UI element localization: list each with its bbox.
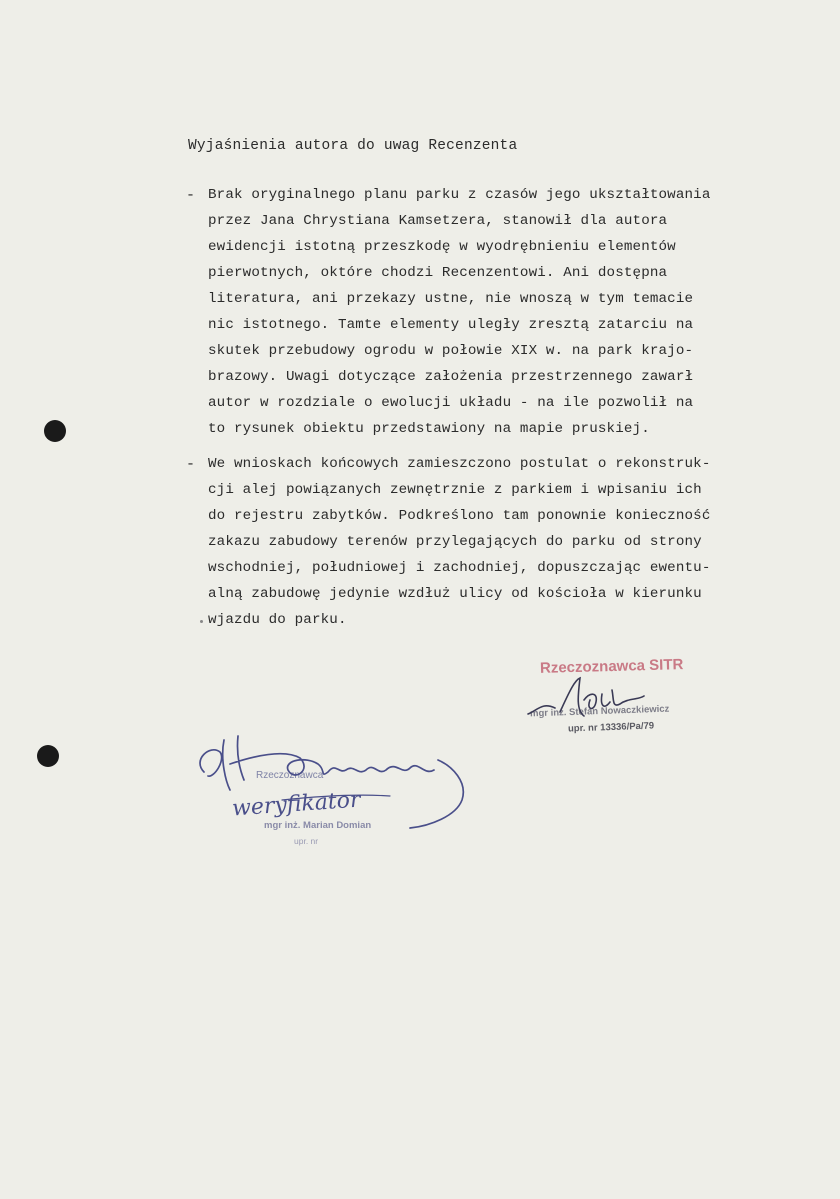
paragraph-1	[186, 187, 806, 447]
paragraph-line: literatura, ani przekazy ustne, nie wnoszą w tym temacie	[208, 291, 694, 307]
paragraph-line: nic istotnego. Tamte elementy uległy zresztą zatarciu na	[208, 317, 694, 333]
document-title: Wyjaśnienia autora do uwag Recenzenta	[188, 138, 518, 154]
ink-speck	[200, 620, 203, 623]
signature-right	[520, 650, 740, 750]
bullet-dash: -	[186, 456, 196, 473]
paragraph-line: wschodniej, południowej i zachodniej, dopuszczając ewentu-	[208, 560, 711, 576]
paragraph-line: zakazu zabudowy terenów przylegających do parku od strony	[208, 534, 702, 550]
paragraph-2	[186, 456, 806, 636]
paragraph-line: ewidencji istotną przeszkodę w wyodrębnieniu elementów	[208, 239, 676, 255]
paragraph-line: do rejestru zabytków. Podkreślono tam ponownie konieczność	[208, 508, 711, 524]
paragraph-line: Brak oryginalnego planu parku z czasów jego ukształtowania	[208, 187, 711, 203]
paragraph-line: przez Jana Chrystiana Kamsetzera, stanowił dla autora	[208, 213, 668, 229]
paragraph-line: wjazdu do parku.	[208, 612, 347, 628]
signature-left	[190, 730, 490, 860]
bullet-dash: -	[186, 187, 196, 204]
stamp-number: upr. nr	[294, 836, 319, 846]
stamp-name: mgr inż. Stefan Nowaczkiewicz	[529, 703, 670, 720]
stamp-name: mgr inż. Marian Domian	[264, 820, 372, 831]
punch-hole-bottom	[37, 745, 59, 767]
expert-stamp-right	[520, 650, 740, 750]
paragraph-line: cji alej powiązanych zewnętrznie z parkiem i wpisaniu ich	[208, 482, 702, 498]
handwritten-role: weryfikator	[231, 787, 362, 822]
stamp-number: upr. nr 13336/Pa/79	[567, 720, 655, 735]
paragraph-line: autor w rozdziale o ewolucji układu - na ile pozwolił na	[208, 395, 694, 411]
stamp-heading: Rzeczoznawca SITR	[539, 656, 684, 677]
stamp-heading: Rzeczoznawca	[256, 770, 324, 781]
punch-hole-top	[44, 420, 66, 442]
paragraph-line: We wnioskach końcowych zamieszczono postulat o rekonstruk-	[208, 456, 711, 472]
paragraph-line: pierwotnych, októre chodzi Recenzentowi. Ani dostępna	[208, 265, 668, 281]
paragraph-line: alną zabudowę jedynie wzdłuż ulicy od kościoła w kierunku	[208, 586, 702, 602]
paragraph-line: brazowy. Uwagi dotyczące założenia przestrzennego zawarł	[208, 369, 694, 385]
expert-stamp-left	[190, 730, 490, 860]
paragraph-line: skutek przebudowy ogrodu w połowie XIX w. na park krajo-	[208, 343, 694, 359]
paragraph-line: to rysunek obiektu przedstawiony na mapie pruskiej.	[208, 421, 650, 437]
